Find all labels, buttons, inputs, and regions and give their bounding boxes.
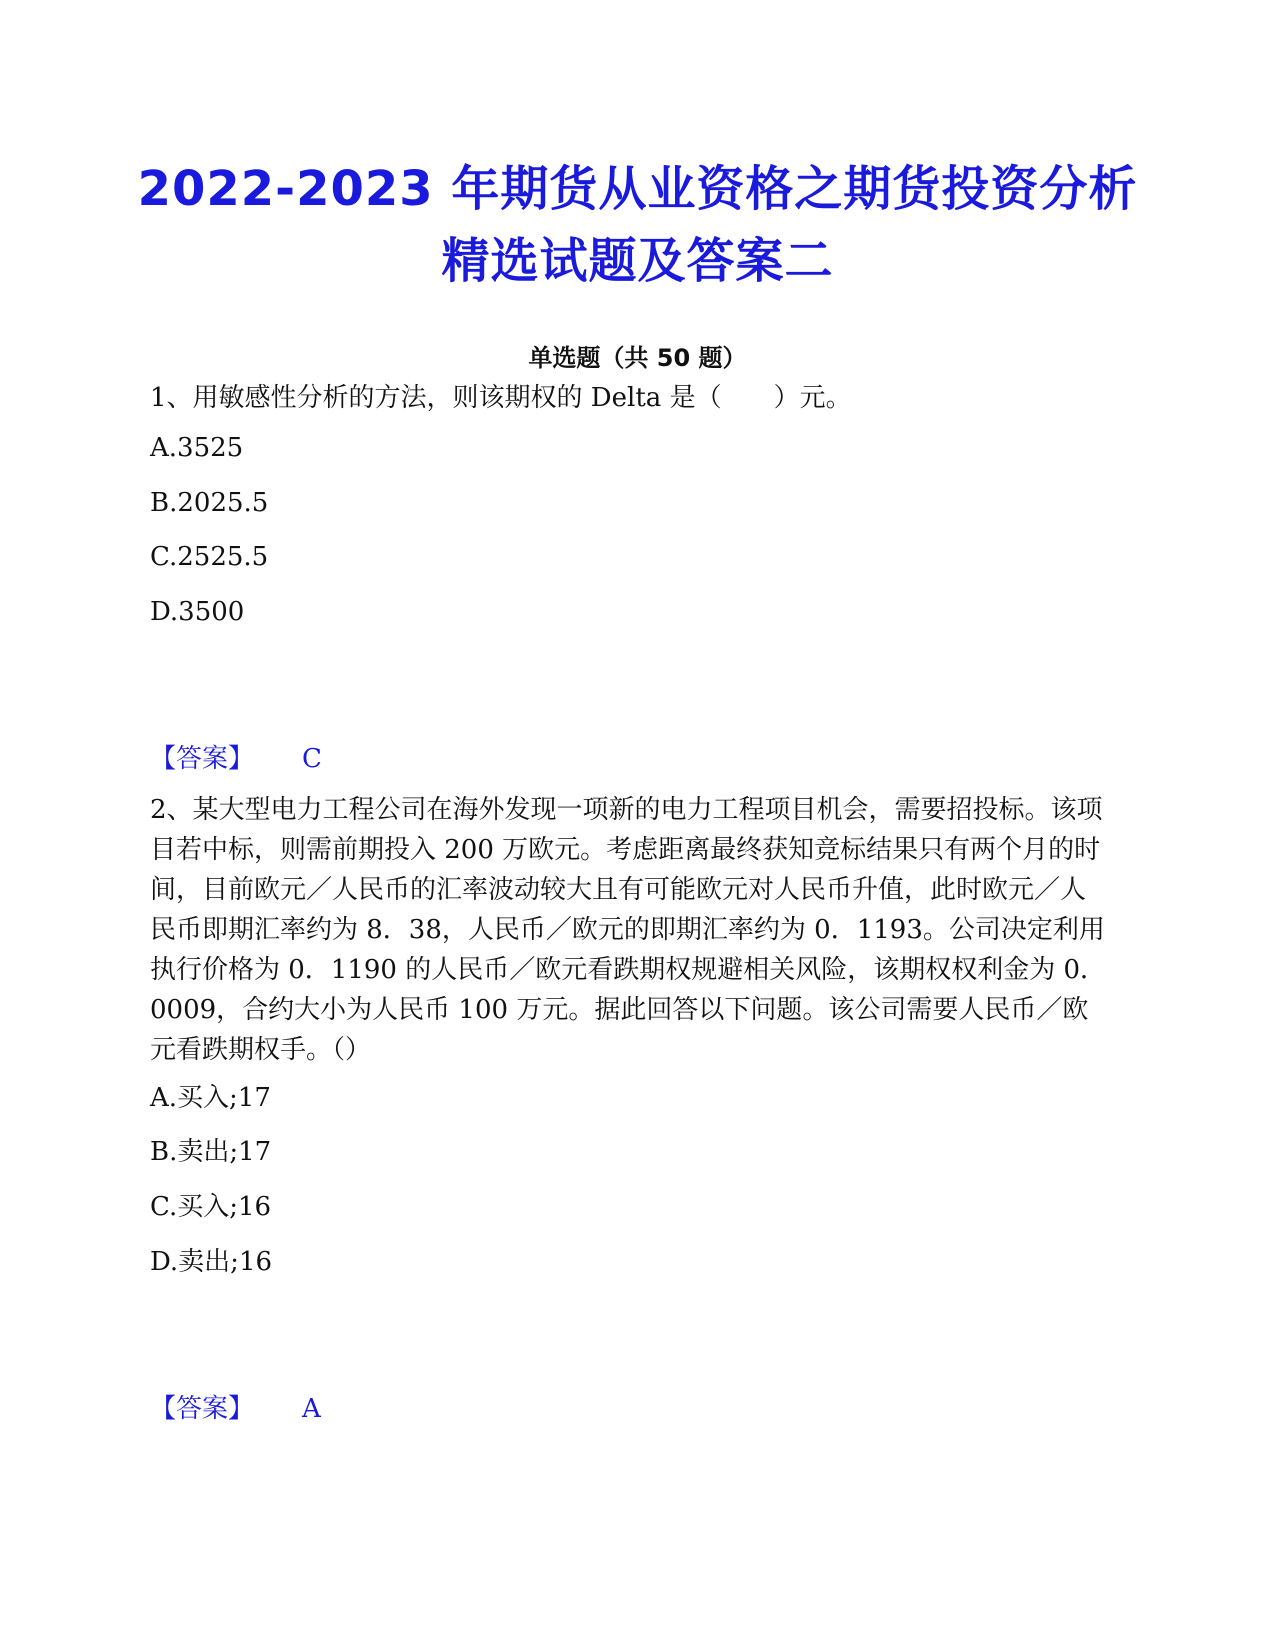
question-1-option-c: C.2525.5 bbox=[150, 542, 269, 572]
question-2-text: 2、某大型电力工程公司在海外发现一项新的电力工程项目机会，需要招投标。该项目若中标，则需前期投入 200 万欧元。考虑距离最终获知竞标结果只有两个月的时间，目前欧元／人民币的汇率波动较大且有可能欧元对人民币升值，此时欧元／人民币即期汇率约为 8．38，人民币／欧元的即期汇率约为 0．1193。公司决定利用执行价格为 0．1190 的人民币／欧元看跌期权规避相关风险，该期权权利金为 0．0009，合约大小为人民币 100 万元。据此回答以下问题。该公司需要人民币／欧元看跌期权手。（） bbox=[150, 795, 1107, 1065]
answer-value: C bbox=[302, 744, 322, 774]
question-1-answer bbox=[150, 738, 322, 775]
question-2-option-b: B.卖出;17 bbox=[150, 1137, 272, 1167]
question-1-text: 1、用敏感性分析的方法，则该期权的 Delta 是（ ）元。 bbox=[150, 383, 852, 413]
answer-label: 【答案】 bbox=[150, 1394, 255, 1424]
section-heading: 单选题（共 50 题） bbox=[528, 344, 747, 372]
document-title-line-2: 精选试题及答案二 bbox=[441, 233, 834, 289]
answer-label: 【答案】 bbox=[150, 744, 255, 774]
question-1-option-b: B.2025.5 bbox=[150, 488, 269, 518]
question-2-option-d: D.卖出;16 bbox=[150, 1247, 273, 1277]
question-2-answer bbox=[150, 1388, 321, 1425]
document-title-line-1: 2022-2023 年期货从业资格之期货投资分析 bbox=[137, 161, 1138, 217]
answer-value: A bbox=[302, 1394, 321, 1424]
question-2-option-c: C.买入;16 bbox=[150, 1192, 272, 1222]
question-2-option-a: A.买入;17 bbox=[150, 1083, 271, 1113]
question-1-option-d: D.3500 bbox=[150, 597, 245, 627]
question-1-option-a: A.3525 bbox=[150, 433, 244, 463]
